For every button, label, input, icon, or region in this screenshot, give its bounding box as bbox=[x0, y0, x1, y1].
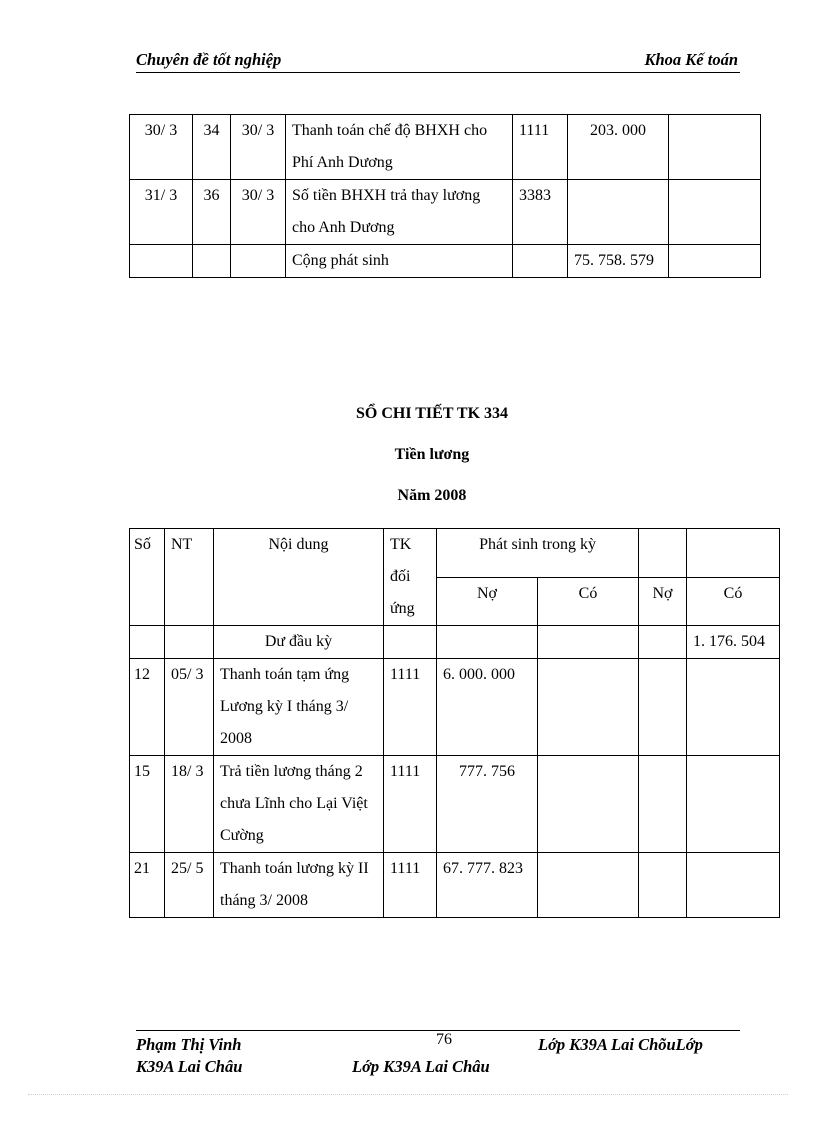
header-no: Nợ bbox=[437, 577, 538, 626]
co-amount-cell bbox=[538, 659, 639, 756]
opening-balance-co: 1. 176. 504 bbox=[687, 626, 780, 659]
date-cell: 30/ 3 bbox=[231, 115, 286, 180]
no-amount-cell: 777. 756 bbox=[437, 756, 538, 853]
empty-cell bbox=[437, 626, 538, 659]
header-blank bbox=[639, 529, 687, 578]
nt-cell: 05/ 3 bbox=[165, 659, 214, 756]
empty-cell bbox=[669, 180, 761, 245]
empty-cell bbox=[165, 626, 214, 659]
section-year: Năm 2008 bbox=[397, 487, 467, 504]
footer-class-left: K39A Lai Châu bbox=[136, 1057, 243, 1076]
no-balance-cell bbox=[639, 853, 687, 918]
nt-cell: 25/ 5 bbox=[165, 853, 214, 918]
empty-cell bbox=[669, 115, 761, 180]
description-cell: Số tiền BHXH trả thay lương cho Anh Dương bbox=[286, 180, 513, 245]
co-balance-cell bbox=[687, 659, 780, 756]
date-cell: 30/ 3 bbox=[130, 115, 193, 180]
empty-cell bbox=[130, 626, 165, 659]
table-row bbox=[130, 115, 761, 180]
header-no-balance: Nợ bbox=[639, 577, 687, 626]
header-so: Số bbox=[130, 529, 165, 626]
header-rule bbox=[136, 72, 740, 73]
number-cell: 34 bbox=[193, 115, 231, 180]
page-bottom-dotted-line bbox=[28, 1094, 788, 1095]
table-row bbox=[130, 659, 780, 756]
header-co-balance: Có bbox=[687, 577, 780, 626]
description-cell: Thanh toán tạm ứng Lương kỳ I tháng 3/ 2008 bbox=[214, 659, 384, 756]
account-cell: 1111 bbox=[384, 756, 437, 853]
no-balance-cell bbox=[639, 659, 687, 756]
opening-balance-label: Dư đầu kỳ bbox=[214, 626, 384, 659]
empty-cell bbox=[384, 626, 437, 659]
description-cell: Thanh toán chế độ BHXH cho Phí Anh Dương bbox=[286, 115, 513, 180]
total-amount-cell: 75. 758. 579 bbox=[568, 245, 669, 278]
amount-cell: 203. 000 bbox=[568, 115, 669, 180]
header-co: Có bbox=[538, 577, 639, 626]
opening-balance-row bbox=[130, 626, 780, 659]
empty-cell bbox=[513, 245, 568, 278]
co-balance-cell bbox=[687, 756, 780, 853]
co-amount-cell bbox=[538, 756, 639, 853]
table-row bbox=[130, 853, 780, 918]
empty-cell bbox=[669, 245, 761, 278]
header-noi-dung: Nội dung bbox=[214, 529, 384, 626]
ledger-tk334-table bbox=[129, 528, 780, 918]
header-tk-doi-ung: TK đối ứng bbox=[384, 529, 437, 626]
footer-author-name: Phạm Thị Vinh bbox=[136, 1035, 242, 1054]
so-cell: 21 bbox=[130, 853, 165, 918]
empty-cell bbox=[193, 245, 231, 278]
header-blank bbox=[687, 529, 780, 578]
account-cell: 1111 bbox=[384, 659, 437, 756]
date-cell: 30/ 3 bbox=[231, 180, 286, 245]
page-number: 76 bbox=[436, 1031, 452, 1048]
so-cell: 15 bbox=[130, 756, 165, 853]
table-row bbox=[130, 180, 761, 245]
empty-cell bbox=[130, 245, 193, 278]
empty-cell bbox=[538, 626, 639, 659]
table-row bbox=[130, 756, 780, 853]
number-cell: 36 bbox=[193, 180, 231, 245]
description-cell: Thanh toán lương kỳ II tháng 3/ 2008 bbox=[214, 853, 384, 918]
co-balance-cell bbox=[687, 853, 780, 918]
section-title: SỔ CHI TIẾT TK 334 bbox=[355, 405, 509, 422]
header-phat-sinh: Phát sinh trong kỳ bbox=[437, 529, 639, 578]
footer-class-right: Lớp K39A Lai ChõuLớp bbox=[538, 1035, 703, 1054]
header-left-title: Chuyên đề tốt nghiệp bbox=[136, 50, 282, 69]
date-cell: 31/ 3 bbox=[130, 180, 193, 245]
table-header-row bbox=[130, 529, 780, 578]
footer-class-center: Lớp K39A Lai Châu bbox=[352, 1057, 490, 1076]
nt-cell: 18/ 3 bbox=[165, 756, 214, 853]
ledger-continuation-table bbox=[129, 114, 761, 278]
so-cell: 12 bbox=[130, 659, 165, 756]
no-amount-cell: 67. 777. 823 bbox=[437, 853, 538, 918]
header-nt: NT bbox=[165, 529, 214, 626]
description-cell: Trả tiền lương tháng 2 chưa Lĩnh cho Lại Việt Cường bbox=[214, 756, 384, 853]
co-amount-cell bbox=[538, 853, 639, 918]
account-cell: 1111 bbox=[384, 853, 437, 918]
table-row bbox=[130, 245, 761, 278]
no-amount-cell: 6. 000. 000 bbox=[437, 659, 538, 756]
empty-cell bbox=[231, 245, 286, 278]
empty-cell bbox=[639, 626, 687, 659]
amount-cell bbox=[568, 180, 669, 245]
account-cell: 3383 bbox=[513, 180, 568, 245]
no-balance-cell bbox=[639, 756, 687, 853]
account-cell: 1111 bbox=[513, 115, 568, 180]
total-label-cell: Cộng phát sinh bbox=[286, 245, 513, 278]
header-right-title: Khoa Kế toán bbox=[644, 50, 738, 69]
section-subtitle: Tiền lương bbox=[394, 446, 470, 463]
